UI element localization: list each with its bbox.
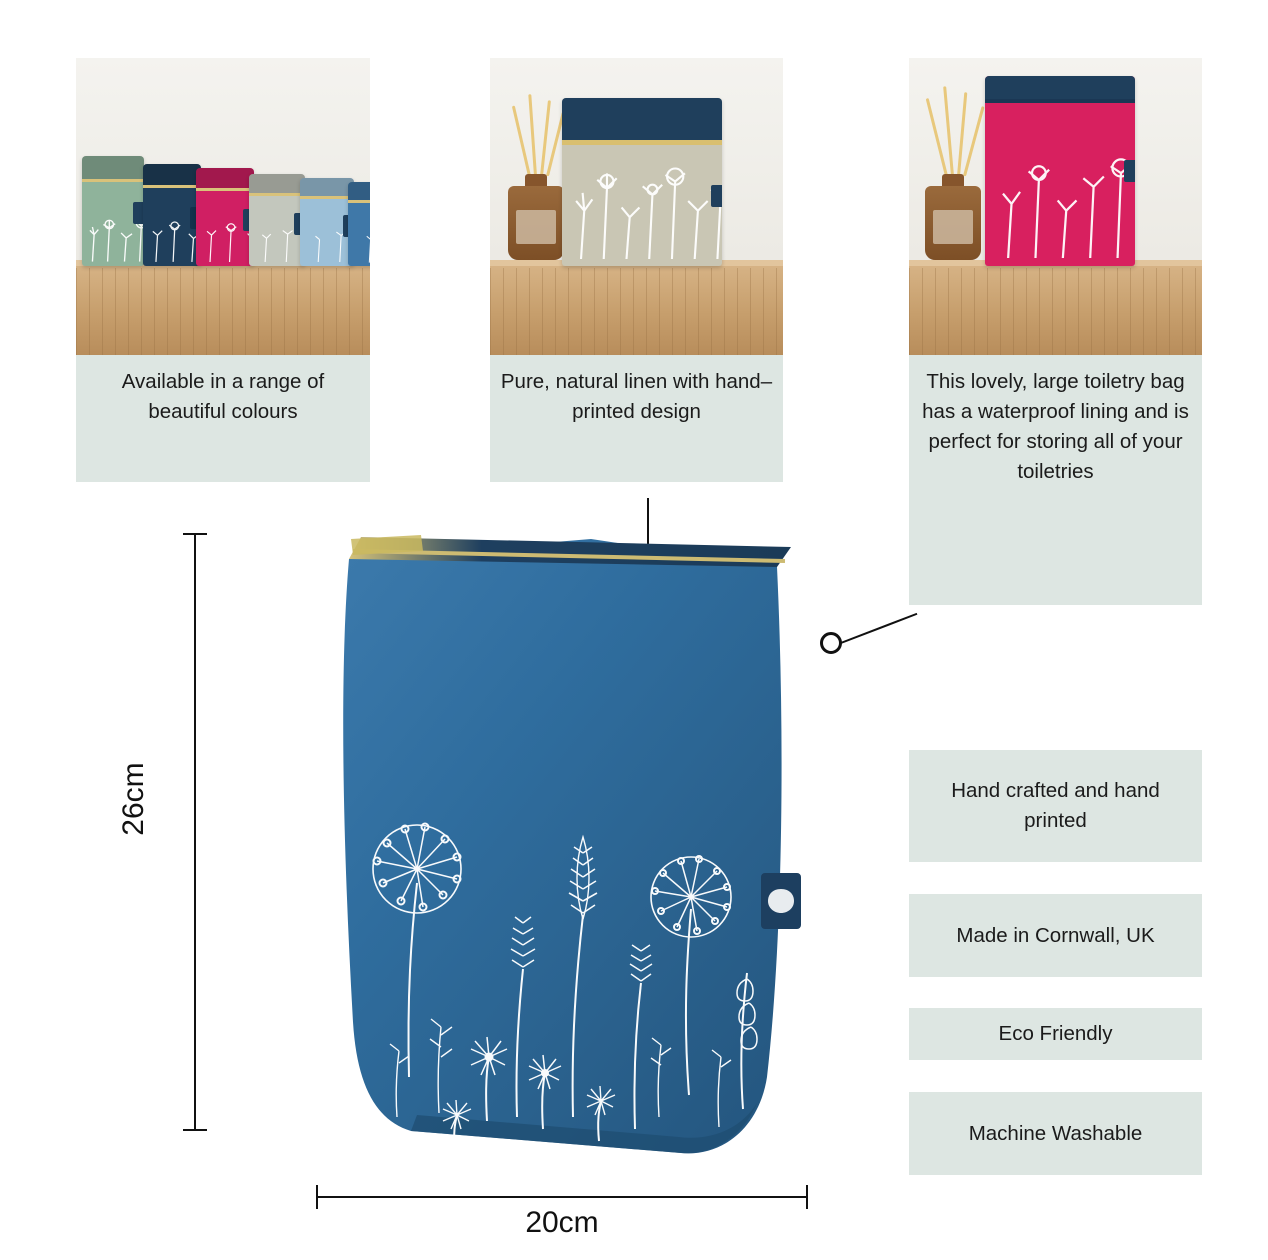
reed-diffuser (508, 90, 568, 260)
width-label: 20cm (525, 1206, 599, 1239)
feature-made-in-cornwall (909, 894, 1202, 977)
height-label: 26cm (117, 762, 150, 836)
pink-bag (985, 76, 1135, 266)
feature-made-in-cornwall-label: Made in Cornwall, UK (956, 923, 1155, 947)
photo-caption-pink-bag: This lovely, large toiletry bag has a waterproof lining and is perfect for storing all of your toiletries (909, 355, 1202, 605)
photo-linen-design (490, 58, 783, 355)
mini-bag-3 (196, 168, 254, 266)
photo-table (490, 260, 783, 355)
mini-bag-4 (249, 174, 305, 266)
photo-table (76, 260, 370, 355)
mini-bag-6 (348, 182, 370, 266)
callout-line-toiletry (833, 613, 918, 647)
linen-bag (562, 98, 722, 266)
photo-caption-linen-design: Pure, natural linen with hand–printed design (490, 355, 783, 482)
feature-machine-washable-label: Machine Washable (968, 1121, 1143, 1145)
callout-dot-toiletry (820, 632, 842, 654)
feature-hand-crafted-label: Hand crafted and hand printed (951, 779, 1160, 832)
feature-hand-crafted (909, 750, 1202, 862)
floral-print-icon (350, 224, 370, 263)
mini-bag-2 (143, 164, 201, 266)
floral-print-icon (991, 156, 1135, 259)
photo-card-colour-range (76, 58, 370, 482)
feature-eco-friendly-label: Eco Friendly (998, 1022, 1113, 1045)
reed-diffuser (925, 90, 985, 260)
feature-machine-washable (909, 1092, 1202, 1175)
mini-bag-5 (300, 178, 354, 266)
photo-colour-range (76, 58, 370, 355)
height-ruler (194, 533, 196, 1131)
photo-card-linen-design (490, 58, 783, 482)
main-product-bag (291, 517, 821, 1159)
mini-bag-1 (82, 156, 144, 266)
floral-print-icon (568, 162, 722, 259)
photo-caption-colour-range: Available in a range of beautiful colours (76, 355, 370, 482)
photo-pink-bag (909, 58, 1202, 355)
width-ruler (316, 1196, 808, 1198)
photo-table (909, 260, 1202, 355)
photo-card-pink-bag (909, 58, 1202, 605)
brand-tab-icon (761, 873, 801, 929)
feature-eco-friendly (909, 1008, 1202, 1060)
